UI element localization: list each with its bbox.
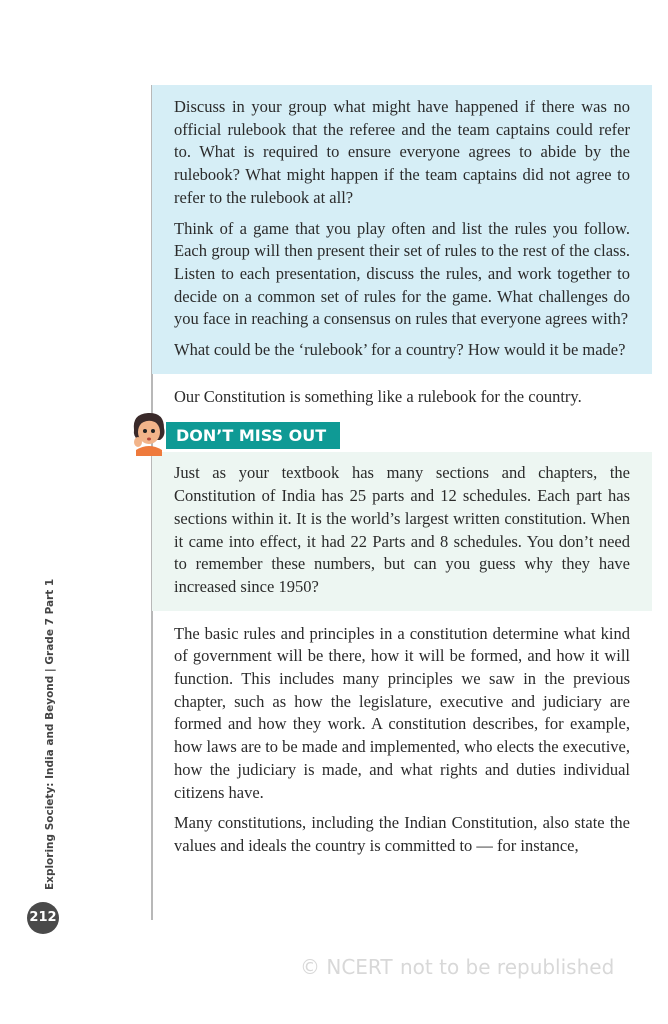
dont-miss-out-text: Just as your textbook has many sections and chapters, the Constitution of India has 25 parts and 12 schedules. Each part has sections within it. It is the world’s largest written constitution. When it came into effect, it had 22 Parts and 8 schedules. You don’t need to remember these numbers, but can you guess why they have increased since 1950? <box>174 463 630 596</box>
activity-box <box>152 85 652 374</box>
watermark: © NCERT <box>300 955 393 979</box>
main-column <box>152 85 652 866</box>
dont-miss-out-header <box>152 418 652 452</box>
body-paragraph: Many constitutions, including the Indian Constitution, also state the values and ideals the country is committed to — for instance, <box>174 813 630 855</box>
activity-paragraph: Think of a game that you play often and list the rules you follow. Each group will then present their set of rules to the rest of the class. Listen to each presentation, discuss the rules, and work together to decide on a common set of rules for the game. What challenges do you face in reaching a consensus on rules that everyone agrees with? <box>174 218 630 329</box>
student-avatar-icon <box>128 410 170 456</box>
dont-miss-out-label: DON’T MISS OUT <box>166 422 340 449</box>
dont-miss-out-box <box>152 452 652 610</box>
activity-paragraph: Discuss in your group what might have happened if there was no official rulebook that the referee and the team captains could refer to. What is required to ensure everyone agrees to abide by the rulebook? What might happen if the team captains did not agree to refer to the rulebook at all? <box>174 97 630 207</box>
page-number: 212 <box>27 902 59 934</box>
activity-paragraph: What could be the ‘rulebook’ for a country? How would it be made? <box>174 340 626 360</box>
book-title: Exploring Society: India and Beyond | Grade 7 Part 1 <box>44 578 56 890</box>
body-paragraph: The basic rules and principles in a constitution determine what kind of government will be there, how it will be formed, and how it will function. This includes many principles we saw in the previous chapter, such as how the legislature, executive and judiciary are formed and how they work. A constitution describes, for example, how laws are to be made and implemented, who elects the executive, how the judiciary is made, and what rights and duties individual citizens have. <box>174 623 630 802</box>
watermark: not to be republished <box>400 955 615 979</box>
intro-text: Our Constitution is something like a rulebook for the country. <box>174 386 582 406</box>
